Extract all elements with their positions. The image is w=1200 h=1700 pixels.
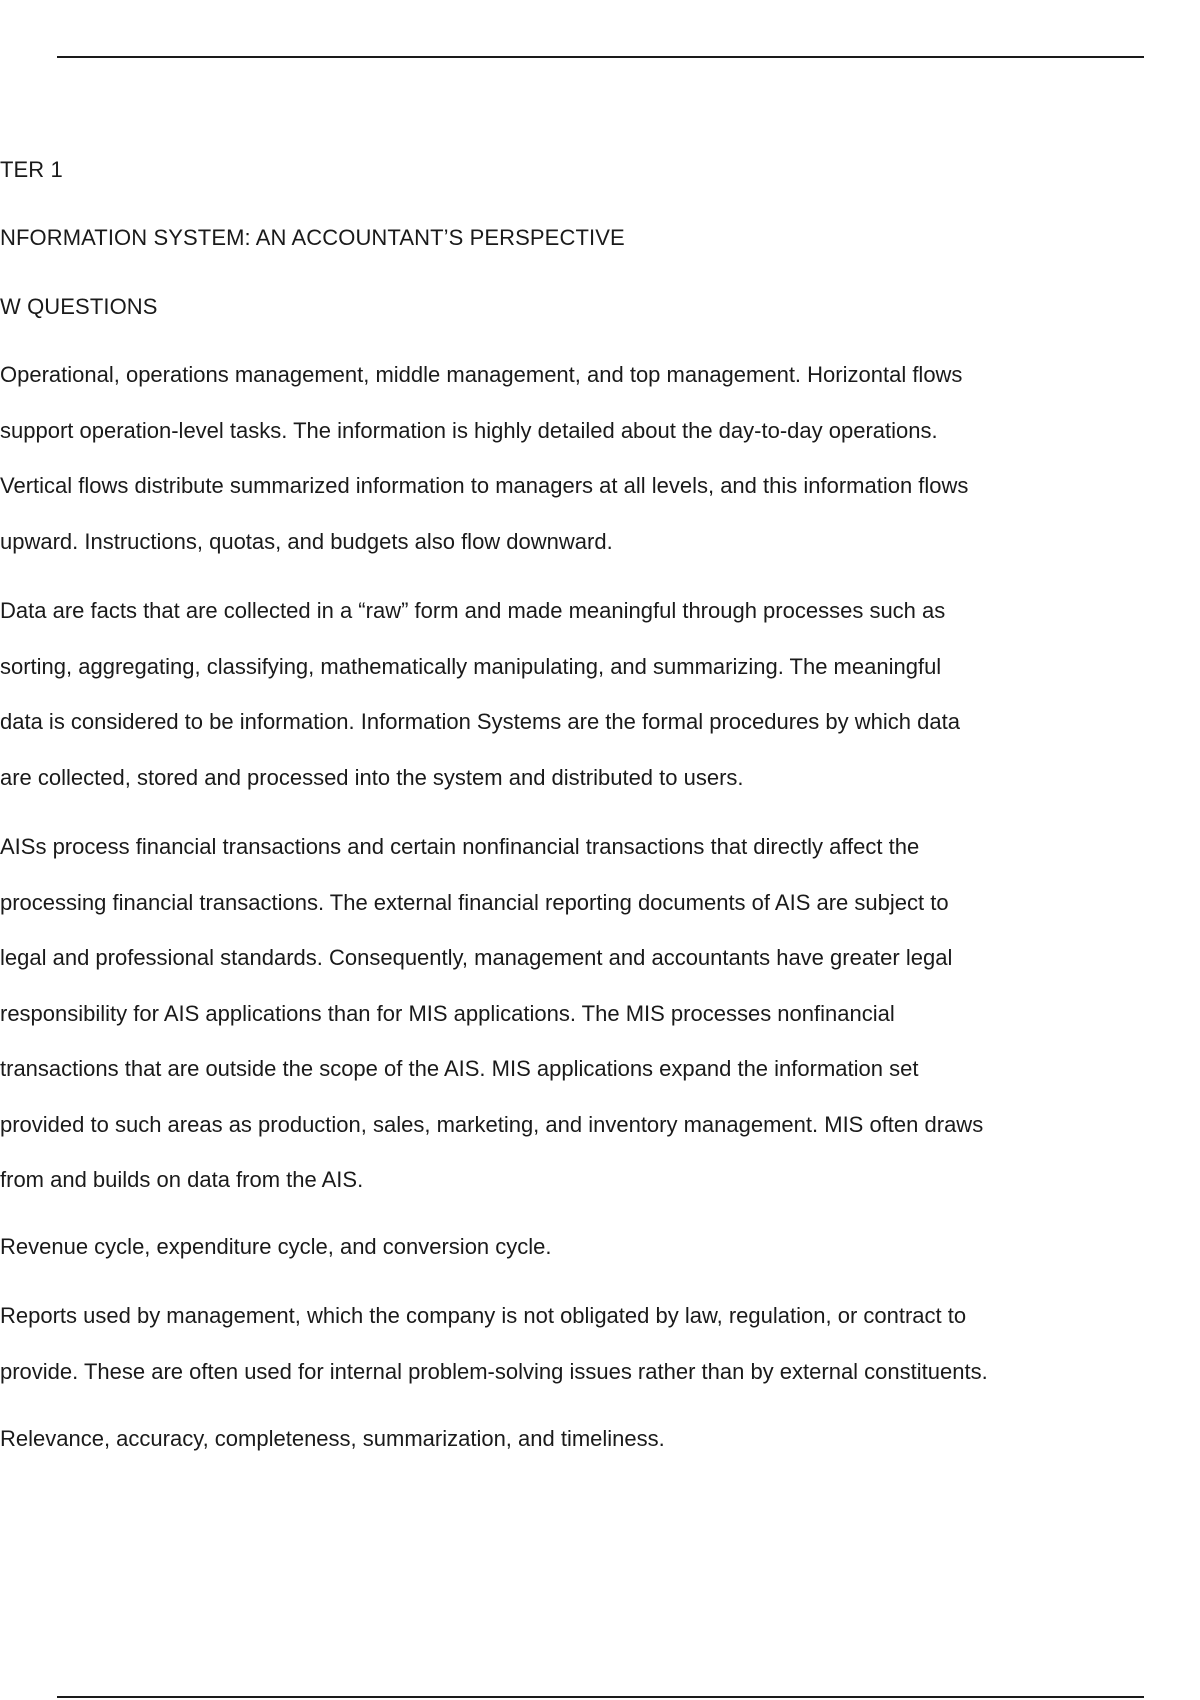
answer-6 xyxy=(0,1411,1120,1467)
answer-2-line-1: Data are facts that are collected in a “raw” form and made meaningful through processes such as xyxy=(0,598,946,623)
answer-4 xyxy=(0,1219,1120,1275)
header-rule xyxy=(57,56,1144,58)
answer-5 xyxy=(0,1288,1120,1399)
answer-2-line-2: sorting, aggregating, classifying, mathematically manipulating, and summarizing. The meaningful xyxy=(0,653,942,679)
section-label: W QUESTIONS xyxy=(0,294,158,319)
answer-2-line-3: data is considered to be information. Information Systems are the formal procedures by which data xyxy=(0,709,960,734)
answer-3-line-7: from and builds on data from the AIS. xyxy=(0,1167,364,1192)
answer-3-line-1: AISs process financial transactions and certain nonfinancial transactions that directly affect the xyxy=(0,834,920,859)
answer-2 xyxy=(0,583,1120,805)
answer-4-line-1: Revenue cycle, expenditure cycle, and conversion cycle. xyxy=(0,1234,552,1259)
answer-2-line-4: are collected, stored and processed into the system and distributed to users. xyxy=(0,764,744,790)
chapter-title: NFORMATION SYSTEM: AN ACCOUNTANT’S PERSPECTIVE xyxy=(0,225,625,250)
answer-1-line-2: support operation-level tasks. The information is highly detailed about the day-to-day operations. xyxy=(0,417,938,443)
answer-6-line-1: Relevance, accuracy, completeness, summarization, and timeliness. xyxy=(0,1426,665,1451)
chapter-label: TER 1 xyxy=(0,157,63,182)
answer-5-line-2: provide. These are often used for internal problem-solving issues rather than by external constituents. xyxy=(0,1358,988,1384)
answer-1 xyxy=(0,347,1120,569)
answer-1-line-1: Operational, operations management, middle management, and top management. Horizontal flows xyxy=(0,362,963,387)
answer-3-line-5: transactions that are outside the scope of the AIS. MIS applications expand the information set xyxy=(0,1056,919,1081)
answer-3-line-4: responsibility for AIS applications than for MIS applications. The MIS processes nonfinancial xyxy=(0,1000,895,1026)
answer-1-line-3: Vertical flows distribute summarized information to managers at all levels, and this information flows xyxy=(0,473,969,498)
answer-5-line-1: Reports used by management, which the company is not obligated by law, regulation, or contract to xyxy=(0,1303,967,1328)
footer-rule xyxy=(57,1696,1144,1698)
answer-3-line-2: processing financial transactions. The external financial reporting documents of AIS are subject to xyxy=(0,889,949,915)
answer-3-line-6: provided to such areas as production, sales, marketing, and inventory management. MIS often draws xyxy=(0,1111,984,1137)
answer-3-line-3: legal and professional standards. Consequently, management and accountants have greater legal xyxy=(0,945,953,970)
answer-3 xyxy=(0,819,1120,1208)
answer-1-line-4: upward. Instructions, quotas, and budgets also flow downward. xyxy=(0,528,613,554)
